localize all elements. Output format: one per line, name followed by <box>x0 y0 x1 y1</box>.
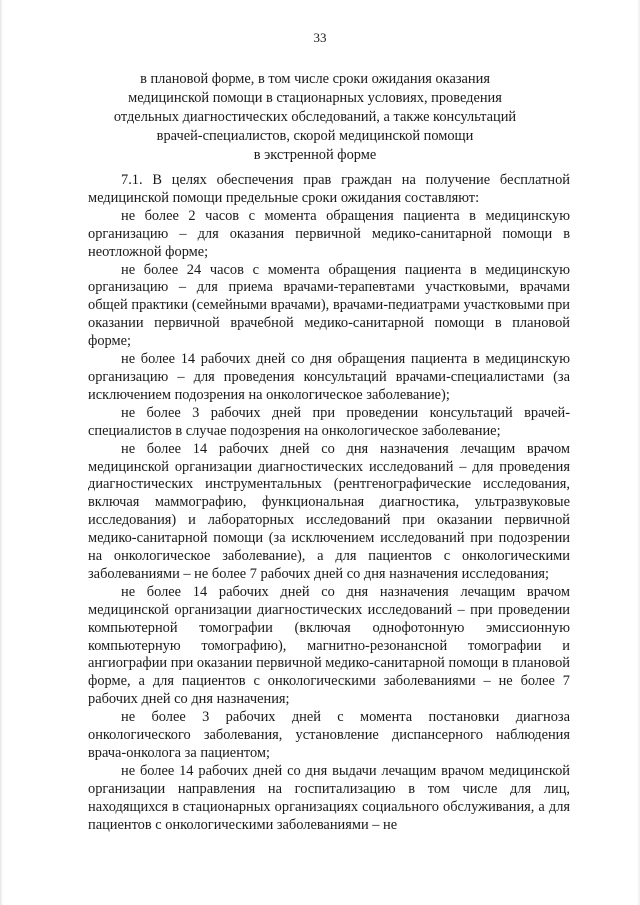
paragraph-term-14-days-hospitalization: не более 14 рабочих дней со дня выдачи лечащим врачом медицинской организации направления на госпитализацию в том числе для лиц, находящихся в стационарных организациях социального обслуживания, а для пациентов с онкологическими заболеваниями – не <box>88 762 570 833</box>
paragraph-term-3-days-oncology-diagnosis: не более 3 рабочих дней с момента постановки диагноза онкологического заболевания, установление диспансерного наблюдения врача-онколога за пациентом; <box>88 709 570 761</box>
paragraph-term-14-days-diagnostics: не более 14 рабочих дней со дня назначения лечащим врачом медицинской организации диагностических исследований – для проведения диагностических инструментальных (рентгенографические исследования, включая маммографию, функциональная диагностика, ультразвуковые исследования) и лабораторных исследований при оказании первичной медико-санитарной помощи (за исключением исследований при подозрении на онкологическое заболевание), а для пациентов с онкологическими заболеваниями – не более 7 рабочих дней со дня назначения исследования; <box>88 440 570 582</box>
heading-line: отдельных диагностических обследований, а также консультаций <box>113 109 517 125</box>
heading-line: в экстренной форме <box>253 147 377 163</box>
heading-line: в плановой форме, в том числе сроки ожидания оказания <box>140 71 490 87</box>
paragraph-term-3-days-oncology-consultations: не более 3 рабочих дней при проведении консультаций врачей-специалистов в случае подозрения на онкологическое заболевание; <box>88 404 570 439</box>
paragraph-term-14-days-tomography: не более 14 рабочих дней со дня назначения лечащим врачом медицинской организации диагностических исследований – при проведении компьютерной томографии (включая однофотонную эмиссионную компьютерную томографию), магнитно-резонансной томографии и ангиографии при оказании первичной медико-санитарной помощи в плановой форме, а для пациентов с онкологическими заболеваниями – не более 7 рабочих дней со дня назначения; <box>88 583 570 708</box>
paragraph-term-14-days-consultations: не более 14 рабочих дней со дня обращения пациента в медицинскую организацию – для проведения консультаций врачами-специалистами (за исключением подозрения на онкологическое заболевание); <box>88 351 570 403</box>
body-text <box>88 172 570 835</box>
heading-line: медицинской помощи в стационарных условиях, проведения <box>128 90 502 106</box>
page-number: 33 <box>313 30 327 45</box>
paragraph-term-24-hours: не более 24 часов с момента обращения пациента в медицинскую организацию – для приема врачами-терапевтами участковыми, врачами общей практики (семейными врачами), врачами-педиатрами участковыми при оказании первичной врачебной медико-санитарной помощи в плановой форме; <box>88 261 570 350</box>
section-heading <box>90 70 540 165</box>
scan-edge-left <box>0 0 3 905</box>
paragraph-intro: 7.1. В целях обеспечения прав граждан на получение бесплатной медицинской помощи предельные сроки ожидания составляют: <box>88 172 570 206</box>
paragraph-term-2-hours: не более 2 часов с момента обращения пациента в медицинскую организацию – для оказания первичной медико-санитарной помощи в неотложной форме; <box>88 207 570 260</box>
heading-line: врачей-специалистов, скорой медицинской помощи <box>156 128 474 144</box>
